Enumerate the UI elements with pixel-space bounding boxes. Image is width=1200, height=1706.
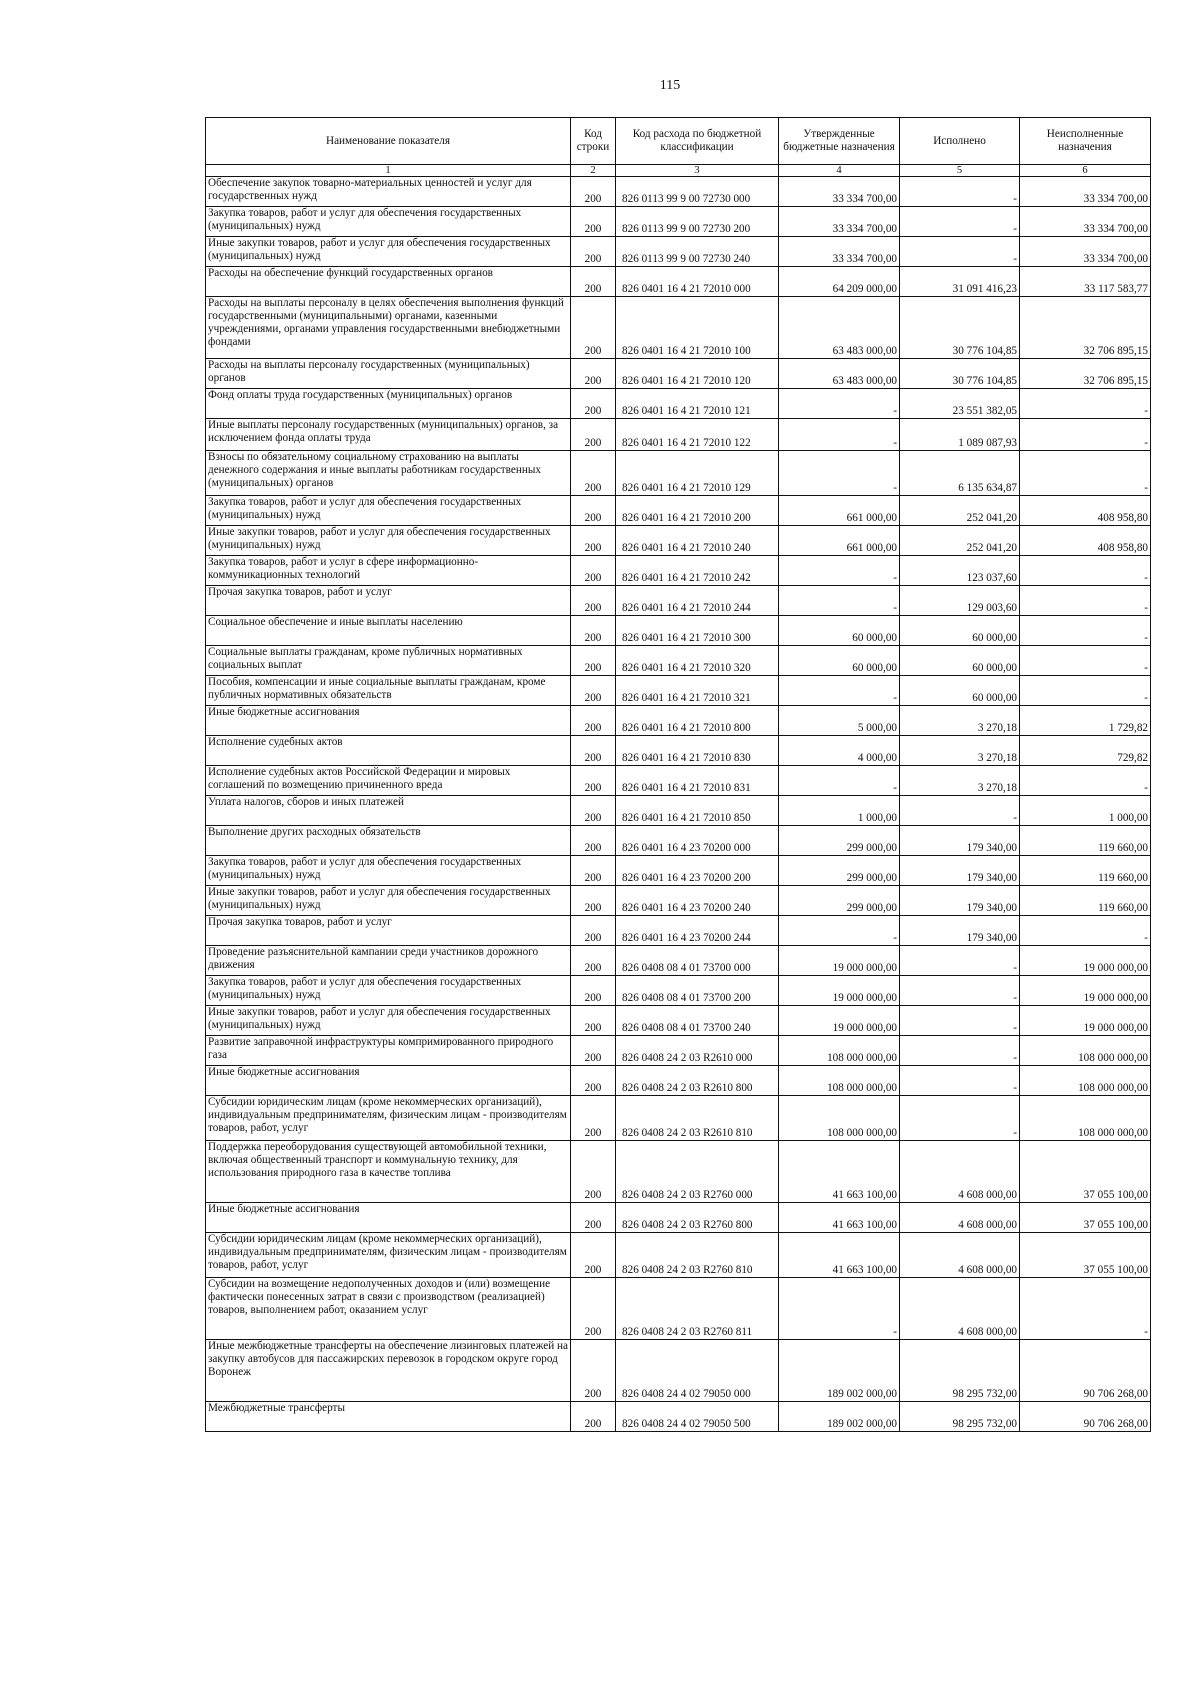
row-executed: 6 135 634,87 (900, 451, 1020, 496)
row-unexecuted: 108 000 000,00 (1020, 1096, 1151, 1141)
row-unexecuted: 37 055 100,00 (1020, 1141, 1151, 1203)
row-executed: 3 270,18 (900, 706, 1020, 736)
budget-execution-table (205, 117, 1151, 1432)
row-executed: 30 776 104,85 (900, 359, 1020, 389)
row-line-code: 200 (571, 1278, 616, 1340)
row-executed: 23 551 382,05 (900, 389, 1020, 419)
row-classification-code: 826 0401 16 4 23 70200 200 (616, 856, 779, 886)
row-line-code: 200 (571, 1096, 616, 1141)
row-name: Межбюджетные трансферты (206, 1402, 571, 1432)
row-classification-code: 826 0408 24 2 03 R2760 810 (616, 1233, 779, 1278)
row-unexecuted: 408 958,80 (1020, 526, 1151, 556)
row-executed: 60 000,00 (900, 646, 1020, 676)
row-line-code: 200 (571, 946, 616, 976)
row-executed: 98 295 732,00 (900, 1402, 1020, 1432)
row-classification-code: 826 0408 24 2 03 R2760 800 (616, 1203, 779, 1233)
row-approved: 189 002 000,00 (779, 1402, 900, 1432)
row-executed: 252 041,20 (900, 496, 1020, 526)
row-line-code: 200 (571, 826, 616, 856)
row-unexecuted: 37 055 100,00 (1020, 1233, 1151, 1278)
table-row (206, 886, 1151, 916)
table-row (206, 556, 1151, 586)
column-number: 1 (206, 165, 571, 177)
header-executed: Исполнено (900, 118, 1020, 165)
row-line-code: 200 (571, 616, 616, 646)
table-row (206, 766, 1151, 796)
row-executed: 179 340,00 (900, 826, 1020, 856)
row-approved: 299 000,00 (779, 856, 900, 886)
row-classification-code: 826 0401 16 4 21 72010 300 (616, 616, 779, 646)
row-approved: 19 000 000,00 (779, 1006, 900, 1036)
row-line-code: 200 (571, 796, 616, 826)
row-approved: 41 663 100,00 (779, 1233, 900, 1278)
table-row (206, 177, 1151, 207)
row-approved: 19 000 000,00 (779, 976, 900, 1006)
table-row (206, 297, 1151, 359)
row-classification-code: 826 0401 16 4 23 70200 000 (616, 826, 779, 856)
table-row (206, 267, 1151, 297)
table-row (206, 946, 1151, 976)
row-approved: - (779, 1278, 900, 1340)
row-name: Пособия, компенсации и иные социальные выплаты гражданам, кроме публичных нормативных обязательств (206, 676, 571, 706)
row-executed: 1 089 087,93 (900, 419, 1020, 451)
table-row (206, 1096, 1151, 1141)
header-budget-classification: Код расхода по бюджетной классификации (616, 118, 779, 165)
table-body (206, 177, 1151, 1432)
row-line-code: 200 (571, 1036, 616, 1066)
row-line-code: 200 (571, 556, 616, 586)
row-unexecuted: 119 660,00 (1020, 886, 1151, 916)
row-unexecuted: 33 334 700,00 (1020, 207, 1151, 237)
row-name: Субсидии юридическим лицам (кроме некоммерческих организаций), индивидуальным предпринимателям, физическим лицам - производителям товаров, работ, услуг (206, 1233, 571, 1278)
row-name: Обеспечение закупок товарно-материальных ценностей и услуг для государственных нужд (206, 177, 571, 207)
row-executed: 4 608 000,00 (900, 1141, 1020, 1203)
table-row (206, 796, 1151, 826)
row-approved: 41 663 100,00 (779, 1203, 900, 1233)
row-executed: 98 295 732,00 (900, 1340, 1020, 1402)
row-name: Проведение разъяснительной кампании среди участников дорожного движения (206, 946, 571, 976)
header-approved: Утвержденные бюджетные назначения (779, 118, 900, 165)
row-unexecuted: 90 706 268,00 (1020, 1340, 1151, 1402)
row-unexecuted: - (1020, 556, 1151, 586)
row-line-code: 200 (571, 389, 616, 419)
row-name: Закупка товаров, работ и услуг для обеспечения государственных (муниципальных) нужд (206, 207, 571, 237)
row-line-code: 200 (571, 1066, 616, 1096)
table-row (206, 1340, 1151, 1402)
table-row (206, 526, 1151, 556)
table-row (206, 826, 1151, 856)
row-executed: - (900, 796, 1020, 826)
row-executed: - (900, 1096, 1020, 1141)
row-executed: - (900, 237, 1020, 267)
row-approved: 33 334 700,00 (779, 207, 900, 237)
row-approved: 299 000,00 (779, 826, 900, 856)
row-unexecuted: 19 000 000,00 (1020, 1006, 1151, 1036)
row-executed: 4 608 000,00 (900, 1278, 1020, 1340)
row-classification-code: 826 0401 16 4 21 72010 200 (616, 496, 779, 526)
row-approved: 189 002 000,00 (779, 1340, 900, 1402)
row-approved: 5 000,00 (779, 706, 900, 736)
table-row (206, 389, 1151, 419)
row-line-code: 200 (571, 526, 616, 556)
row-unexecuted: 119 660,00 (1020, 856, 1151, 886)
row-name: Иные бюджетные ассигнования (206, 706, 571, 736)
row-approved: 4 000,00 (779, 736, 900, 766)
row-line-code: 200 (571, 451, 616, 496)
table-row (206, 1233, 1151, 1278)
row-name: Иные закупки товаров, работ и услуг для обеспечения государственных (муниципальных) нужд (206, 886, 571, 916)
row-approved: - (779, 389, 900, 419)
row-approved: 60 000,00 (779, 646, 900, 676)
row-executed: 179 340,00 (900, 916, 1020, 946)
row-unexecuted: - (1020, 616, 1151, 646)
row-classification-code: 826 0401 16 4 21 72010 121 (616, 389, 779, 419)
table-row (206, 1036, 1151, 1066)
header-indicator-name: Наименование показателя (206, 118, 571, 165)
table-row (206, 736, 1151, 766)
row-classification-code: 826 0408 24 2 03 R2610 800 (616, 1066, 779, 1096)
row-line-code: 200 (571, 1141, 616, 1203)
row-line-code: 200 (571, 1233, 616, 1278)
row-classification-code: 826 0401 16 4 21 72010 800 (616, 706, 779, 736)
row-name: Закупка товаров, работ и услуг для обеспечения государственных (муниципальных) нужд (206, 856, 571, 886)
row-unexecuted: - (1020, 1278, 1151, 1340)
row-line-code: 200 (571, 916, 616, 946)
column-number-row (206, 165, 1151, 177)
column-number: 4 (779, 165, 900, 177)
row-unexecuted: 32 706 895,15 (1020, 297, 1151, 359)
row-line-code: 200 (571, 856, 616, 886)
row-unexecuted: 90 706 268,00 (1020, 1402, 1151, 1432)
header-line-code: Код строки (571, 118, 616, 165)
row-name: Прочая закупка товаров, работ и услуг (206, 586, 571, 616)
row-executed: - (900, 177, 1020, 207)
row-executed: 60 000,00 (900, 616, 1020, 646)
row-executed: 252 041,20 (900, 526, 1020, 556)
row-approved: 299 000,00 (779, 886, 900, 916)
row-name: Социальные выплаты гражданам, кроме публичных нормативных социальных выплат (206, 646, 571, 676)
row-line-code: 200 (571, 706, 616, 736)
row-executed: - (900, 1036, 1020, 1066)
row-unexecuted: - (1020, 419, 1151, 451)
row-approved: - (779, 556, 900, 586)
row-name: Исполнение судебных актов Российской Федерации и мировых соглашений по возмещению причиненного вреда (206, 766, 571, 796)
row-name: Иные закупки товаров, работ и услуг для обеспечения государственных (муниципальных) нужд (206, 526, 571, 556)
row-unexecuted: 1 000,00 (1020, 796, 1151, 826)
row-unexecuted: 37 055 100,00 (1020, 1203, 1151, 1233)
row-name: Развитие заправочной инфраструктуры компримированного природного газа (206, 1036, 571, 1066)
row-line-code: 200 (571, 1203, 616, 1233)
row-name: Закупка товаров, работ и услуг для обеспечения государственных (муниципальных) нужд (206, 976, 571, 1006)
table-row (206, 359, 1151, 389)
row-unexecuted: 33 334 700,00 (1020, 237, 1151, 267)
row-classification-code: 826 0408 08 4 01 73700 200 (616, 976, 779, 1006)
row-classification-code: 826 0408 24 2 03 R2610 000 (616, 1036, 779, 1066)
row-unexecuted: - (1020, 646, 1151, 676)
row-name: Поддержка переоборудования существующей автомобильной техники, включая общественный транспорт и коммунальную технику, для использования природного газа в качестве топлива (206, 1141, 571, 1203)
row-approved: 33 334 700,00 (779, 177, 900, 207)
row-approved: - (779, 451, 900, 496)
row-unexecuted: 33 117 583,77 (1020, 267, 1151, 297)
table-row (206, 706, 1151, 736)
row-executed: - (900, 1006, 1020, 1036)
row-classification-code: 826 0408 24 2 03 R2760 000 (616, 1141, 779, 1203)
header-row (206, 118, 1151, 165)
row-approved: - (779, 676, 900, 706)
table-row (206, 1402, 1151, 1432)
row-classification-code: 826 0408 08 4 01 73700 000 (616, 946, 779, 976)
row-approved: 64 209 000,00 (779, 267, 900, 297)
row-classification-code: 826 0401 16 4 21 72010 830 (616, 736, 779, 766)
row-name: Иные выплаты персоналу государственных (муниципальных) органов, за исключением фонда оплаты труда (206, 419, 571, 451)
column-number: 5 (900, 165, 1020, 177)
row-classification-code: 826 0113 99 9 00 72730 000 (616, 177, 779, 207)
row-classification-code: 826 0408 08 4 01 73700 240 (616, 1006, 779, 1036)
table-row (206, 237, 1151, 267)
table-row (206, 646, 1151, 676)
row-name: Выполнение других расходных обязательств (206, 826, 571, 856)
table-row (206, 616, 1151, 646)
row-approved: 60 000,00 (779, 616, 900, 646)
row-line-code: 200 (571, 1340, 616, 1402)
row-unexecuted: 19 000 000,00 (1020, 946, 1151, 976)
row-classification-code: 826 0408 24 4 02 79050 500 (616, 1402, 779, 1432)
row-line-code: 200 (571, 736, 616, 766)
row-name: Расходы на выплаты персоналу государственных (муниципальных) органов (206, 359, 571, 389)
row-classification-code: 826 0408 24 2 03 R2610 810 (616, 1096, 779, 1141)
row-executed: - (900, 207, 1020, 237)
row-unexecuted: - (1020, 451, 1151, 496)
table-row (206, 1278, 1151, 1340)
table-row (206, 419, 1151, 451)
row-classification-code: 826 0401 16 4 21 72010 100 (616, 297, 779, 359)
row-approved: - (779, 586, 900, 616)
row-approved: - (779, 916, 900, 946)
row-classification-code: 826 0401 16 4 21 72010 120 (616, 359, 779, 389)
row-classification-code: 826 0401 16 4 21 72010 244 (616, 586, 779, 616)
row-executed: 60 000,00 (900, 676, 1020, 706)
row-executed: 179 340,00 (900, 856, 1020, 886)
row-name: Субсидии юридическим лицам (кроме некоммерческих организаций), индивидуальным предпринимателям, физическим лицам - производителям товаров, работ, услуг (206, 1096, 571, 1141)
row-approved: 108 000 000,00 (779, 1096, 900, 1141)
table-row (206, 1066, 1151, 1096)
table-row (206, 586, 1151, 616)
row-line-code: 200 (571, 976, 616, 1006)
table-row (206, 856, 1151, 886)
table-row (206, 976, 1151, 1006)
row-unexecuted: 108 000 000,00 (1020, 1066, 1151, 1096)
row-name: Иные закупки товаров, работ и услуг для обеспечения государственных (муниципальных) нужд (206, 237, 571, 267)
row-line-code: 200 (571, 419, 616, 451)
row-line-code: 200 (571, 676, 616, 706)
row-approved: 661 000,00 (779, 526, 900, 556)
row-classification-code: 826 0401 16 4 21 72010 850 (616, 796, 779, 826)
row-name: Закупка товаров, работ и услуг в сфере информационно-коммуникационных технологий (206, 556, 571, 586)
row-approved: - (779, 419, 900, 451)
column-number: 6 (1020, 165, 1151, 177)
table-row (206, 1141, 1151, 1203)
row-classification-code: 826 0401 16 4 21 72010 320 (616, 646, 779, 676)
row-name: Иные межбюджетные трансферты на обеспечение лизинговых платежей на закупку автобусов для пассажирских перевозок в городском округе город Воронеж (206, 1340, 571, 1402)
row-approved: 661 000,00 (779, 496, 900, 526)
row-approved: 108 000 000,00 (779, 1066, 900, 1096)
row-name: Иные бюджетные ассигнования (206, 1203, 571, 1233)
row-line-code: 200 (571, 1402, 616, 1432)
row-line-code: 200 (571, 177, 616, 207)
row-unexecuted: - (1020, 389, 1151, 419)
row-classification-code: 826 0401 16 4 21 72010 240 (616, 526, 779, 556)
row-unexecuted: - (1020, 586, 1151, 616)
row-unexecuted: 408 958,80 (1020, 496, 1151, 526)
row-approved: 33 334 700,00 (779, 237, 900, 267)
row-classification-code: 826 0401 16 4 23 70200 244 (616, 916, 779, 946)
row-name: Закупка товаров, работ и услуг для обеспечения государственных (муниципальных) нужд (206, 496, 571, 526)
table-row (206, 1203, 1151, 1233)
row-classification-code: 826 0401 16 4 21 72010 129 (616, 451, 779, 496)
row-executed: 123 037,60 (900, 556, 1020, 586)
row-name: Иные бюджетные ассигнования (206, 1066, 571, 1096)
row-unexecuted: - (1020, 676, 1151, 706)
row-executed: - (900, 946, 1020, 976)
row-line-code: 200 (571, 237, 616, 267)
table-row (206, 496, 1151, 526)
row-unexecuted: 729,82 (1020, 736, 1151, 766)
table-row (206, 1006, 1151, 1036)
row-line-code: 200 (571, 496, 616, 526)
row-unexecuted: - (1020, 766, 1151, 796)
row-approved: 63 483 000,00 (779, 297, 900, 359)
table-row (206, 916, 1151, 946)
row-approved: 41 663 100,00 (779, 1141, 900, 1203)
row-classification-code: 826 0401 16 4 21 72010 000 (616, 267, 779, 297)
row-classification-code: 826 0401 16 4 21 72010 831 (616, 766, 779, 796)
row-classification-code: 826 0401 16 4 21 72010 122 (616, 419, 779, 451)
row-classification-code: 826 0408 24 2 03 R2760 811 (616, 1278, 779, 1340)
row-name: Взносы по обязательному социальному страхованию на выплаты денежного содержания и иные выплаты работникам государственных (муниципальных) органов (206, 451, 571, 496)
row-unexecuted: 119 660,00 (1020, 826, 1151, 856)
row-name: Исполнение судебных актов (206, 736, 571, 766)
row-executed: 3 270,18 (900, 766, 1020, 796)
row-name: Прочая закупка товаров, работ и услуг (206, 916, 571, 946)
row-line-code: 200 (571, 1006, 616, 1036)
row-executed: 4 608 000,00 (900, 1233, 1020, 1278)
row-unexecuted: 33 334 700,00 (1020, 177, 1151, 207)
row-line-code: 200 (571, 586, 616, 616)
table-row (206, 451, 1151, 496)
row-line-code: 200 (571, 886, 616, 916)
row-name: Расходы на выплаты персоналу в целях обеспечения выполнения функций государственными (муниципальными) органами, казенными учреждениями, органами управления государственными внебюджетными фондами (206, 297, 571, 359)
row-line-code: 200 (571, 207, 616, 237)
row-approved: 63 483 000,00 (779, 359, 900, 389)
row-unexecuted: 1 729,82 (1020, 706, 1151, 736)
row-unexecuted: - (1020, 916, 1151, 946)
row-line-code: 200 (571, 359, 616, 389)
row-approved: 19 000 000,00 (779, 946, 900, 976)
row-line-code: 200 (571, 297, 616, 359)
row-line-code: 200 (571, 267, 616, 297)
table-row (206, 676, 1151, 706)
row-unexecuted: 108 000 000,00 (1020, 1036, 1151, 1066)
row-classification-code: 826 0401 16 4 21 72010 242 (616, 556, 779, 586)
row-name: Иные закупки товаров, работ и услуг для обеспечения государственных (муниципальных) нужд (206, 1006, 571, 1036)
row-executed: - (900, 976, 1020, 1006)
row-name: Фонд оплаты труда государственных (муниципальных) органов (206, 389, 571, 419)
header-unexecuted: Неисполненные назначения (1020, 118, 1151, 165)
table-row (206, 207, 1151, 237)
row-executed: 129 003,60 (900, 586, 1020, 616)
row-name: Расходы на обеспечение функций государственных органов (206, 267, 571, 297)
row-classification-code: 826 0401 16 4 23 70200 240 (616, 886, 779, 916)
row-executed: 31 091 416,23 (900, 267, 1020, 297)
row-executed: 3 270,18 (900, 736, 1020, 766)
row-approved: - (779, 766, 900, 796)
row-name: Уплата налогов, сборов и иных платежей (206, 796, 571, 826)
row-unexecuted: 32 706 895,15 (1020, 359, 1151, 389)
row-name: Социальное обеспечение и иные выплаты населению (206, 616, 571, 646)
row-approved: 1 000,00 (779, 796, 900, 826)
column-number: 3 (616, 165, 779, 177)
row-executed: 30 776 104,85 (900, 297, 1020, 359)
row-name: Субсидии на возмещение недополученных доходов и (или) возмещение фактически понесенных затрат в связи с производством (реализацией) товаров, выполнением работ, оказанием услуг (206, 1278, 571, 1340)
row-approved: 108 000 000,00 (779, 1036, 900, 1066)
page-number: 115 (659, 78, 681, 93)
column-number: 2 (571, 165, 616, 177)
row-line-code: 200 (571, 766, 616, 796)
row-classification-code: 826 0401 16 4 21 72010 321 (616, 676, 779, 706)
row-classification-code: 826 0408 24 4 02 79050 000 (616, 1340, 779, 1402)
row-classification-code: 826 0113 99 9 00 72730 240 (616, 237, 779, 267)
row-line-code: 200 (571, 646, 616, 676)
row-classification-code: 826 0113 99 9 00 72730 200 (616, 207, 779, 237)
row-executed: - (900, 1066, 1020, 1096)
row-executed: 4 608 000,00 (900, 1203, 1020, 1233)
row-unexecuted: 19 000 000,00 (1020, 976, 1151, 1006)
row-executed: 179 340,00 (900, 886, 1020, 916)
